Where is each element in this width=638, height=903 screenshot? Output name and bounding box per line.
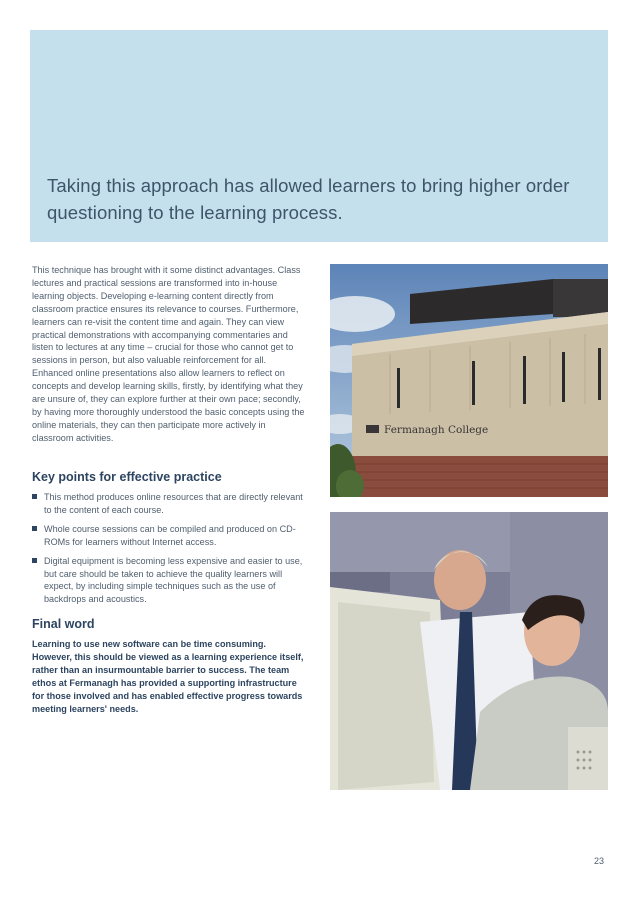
list-item-text: Whole course sessions can be compiled and produced on CD-ROMs for learners without Internet access. bbox=[44, 523, 296, 547]
page-number: 23 bbox=[593, 856, 604, 866]
college-sign-text: Fermanagh College bbox=[384, 424, 489, 436]
list-item-text: Digital equipment is becoming less expensive and easier to use, but care should be taken to achieve the quality learners will expect, by including simple techniques such as the use of backdrops and acoustics. bbox=[44, 555, 303, 605]
final-word-text: Learning to use new software can be time consuming. However, this should be viewed as a learning experience itself, rather than an insurmountable barrier to success. The team ethos at Fermanagh has provided a supporting infrastructure for those involved and has enabled effective progress towards meeting learners' needs. bbox=[32, 639, 304, 714]
list-item bbox=[32, 491, 306, 517]
final-word-heading: Final word bbox=[32, 617, 95, 631]
college-sign bbox=[366, 424, 488, 436]
bullet-square-icon bbox=[32, 558, 37, 563]
list-item-text: This method produces online resources that are directly relevant to the content of each course. bbox=[44, 492, 303, 515]
intro-paragraph: This technique has brought with it some distinct advantages. Class lectures and practical sessions are transformed into in-house learning objects. Developing e-learning content directly from classroom practice ensures its relevance to courses. Furthermore, learners can re-visit the content time and again. They can view practical demonstrations with accompanying commentaries and listen to lectures at any time – crucial for those who cannot get to sessions in person, but also valuable reinforcement for all. Enhanced online presentations also allow learners to reflect on concepts and develop learning skills, firstly, by identifying what they are unsure of, they can explore further at their own pace; secondly, by having more thoroughly understood the basic concepts using the online materials, they can then participate more actively in classroom activities. bbox=[32, 265, 305, 443]
list-item bbox=[32, 523, 306, 549]
classroom-photo bbox=[330, 512, 608, 790]
pull-quote: Taking this approach has allowed learners to bring higher order questioning to the learning process. bbox=[47, 175, 570, 223]
key-points-list bbox=[32, 491, 306, 612]
list-item bbox=[32, 555, 306, 607]
bullet-square-icon bbox=[32, 526, 37, 531]
college-building-photo bbox=[330, 264, 608, 497]
key-points-heading: Key points for effective practice bbox=[32, 470, 222, 484]
bullet-square-icon bbox=[32, 494, 37, 499]
